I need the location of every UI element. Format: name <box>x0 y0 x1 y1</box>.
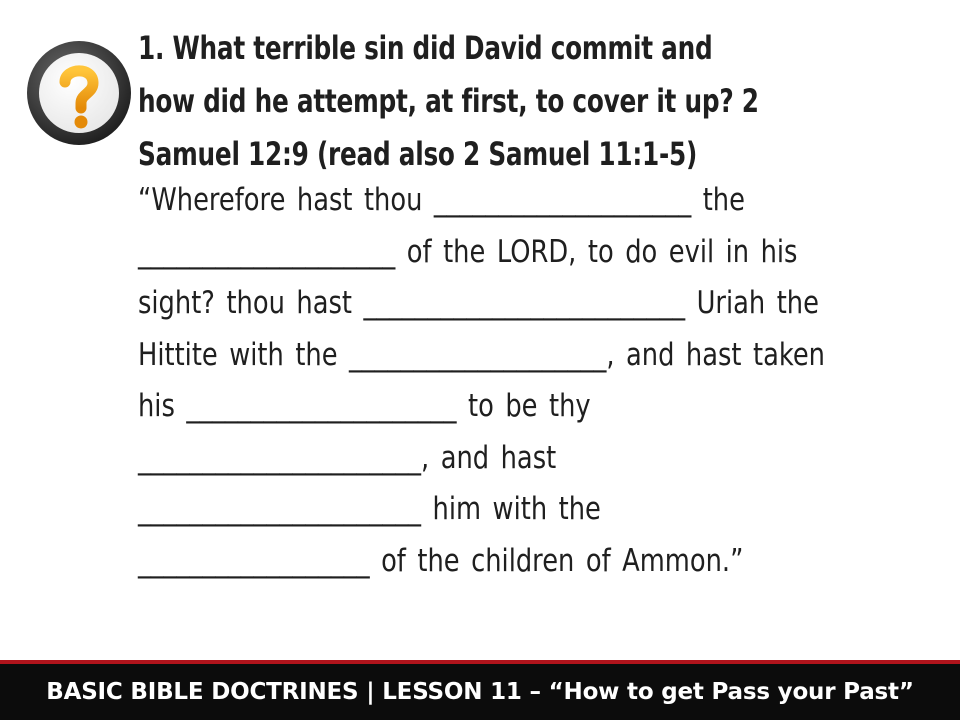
footer-title: BASIC BIBLE DOCTRINES | LESSON 11 – “How to get Pass your Past” <box>46 679 914 705</box>
question-mark-icon <box>24 38 134 148</box>
fill-in-verse: “Wherefore hast thou ____________________ the ____________________ of the LORD, to do evil in his sight? thou hast _________________________ Uriah the Hittite with the ____________________, and hast taken his _____________________ to be thy ______________________, and hast ______________________ him with the __________________ of the children of Ammon.” <box>138 182 825 579</box>
question-title: 1. What terrible sin did David commit and how did he attempt, at first, to cover it up? 2 Samuel 12:9 (read also 2 Samuel 11:1-5) <box>138 29 759 173</box>
footer-bar <box>0 660 960 720</box>
